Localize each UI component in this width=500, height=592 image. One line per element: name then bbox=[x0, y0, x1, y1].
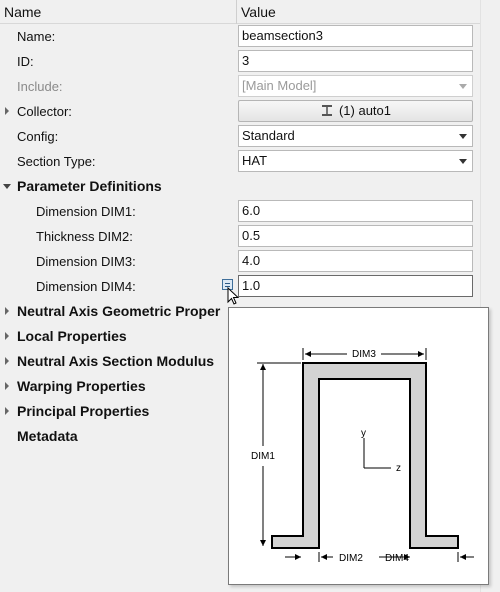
neutral-axis-section-modulus-label: Neutral Axis Section Modulus bbox=[17, 353, 215, 369]
section-type-label: Section Type: bbox=[17, 154, 96, 169]
include-select bbox=[238, 75, 473, 97]
value-column-header[interactable]: Value bbox=[241, 4, 276, 20]
name-label: Name: bbox=[17, 29, 56, 44]
row-dim2 bbox=[0, 224, 480, 249]
collapse-arrow-icon[interactable] bbox=[3, 184, 11, 189]
dim3-label: Dimension DIM3: bbox=[36, 254, 136, 269]
id-field[interactable]: 3 bbox=[238, 50, 473, 72]
chevron-down-icon bbox=[459, 84, 467, 89]
collector-label: Collector: bbox=[17, 104, 72, 119]
group-parameter-definitions[interactable] bbox=[0, 174, 480, 199]
dim4-label: Dimension DIM4: bbox=[36, 279, 136, 294]
column-divider[interactable] bbox=[236, 0, 237, 24]
row-include bbox=[0, 74, 480, 99]
collector-button[interactable] bbox=[238, 100, 473, 122]
dim3-diagram-label: DIM3 bbox=[352, 349, 376, 360]
dim4-diagram-label: DIM4 bbox=[385, 553, 409, 564]
hat-section-diagram bbox=[229, 308, 490, 586]
section-type-select[interactable] bbox=[238, 150, 473, 172]
dim1-label: Dimension DIM1: bbox=[36, 204, 136, 219]
dim1-diagram-label: DIM1 bbox=[251, 451, 275, 462]
beam-collector-icon bbox=[320, 104, 334, 120]
metadata-label: Metadata bbox=[17, 428, 78, 444]
dim3-field[interactable]: 4.0 bbox=[238, 250, 473, 272]
expand-arrow-icon[interactable] bbox=[5, 107, 9, 115]
dim2-diagram-label: DIM2 bbox=[339, 553, 363, 564]
row-config bbox=[0, 124, 480, 149]
config-label: Config: bbox=[17, 129, 59, 144]
y-axis-label: y bbox=[361, 428, 366, 439]
chevron-down-icon bbox=[459, 159, 467, 164]
expand-arrow-icon[interactable] bbox=[5, 307, 9, 315]
row-section-type bbox=[0, 149, 480, 174]
local-properties-label: Local Properties bbox=[17, 328, 127, 344]
hat-profile bbox=[272, 363, 458, 548]
row-dim1 bbox=[0, 199, 480, 224]
section-diagram-popup bbox=[228, 307, 489, 585]
include-value: [Main Model] bbox=[242, 78, 317, 93]
expand-arrow-icon[interactable] bbox=[5, 332, 9, 340]
mouse-pointer-icon bbox=[227, 287, 241, 307]
chevron-down-icon bbox=[459, 134, 467, 139]
name-column-header[interactable]: Name bbox=[4, 4, 42, 20]
expand-arrow-icon[interactable] bbox=[5, 357, 9, 365]
parameter-definitions-label: Parameter Definitions bbox=[17, 178, 162, 194]
principal-properties-label: Principal Properties bbox=[17, 403, 150, 419]
neutral-axis-geometric-label: Neutral Axis Geometric Proper bbox=[17, 303, 221, 319]
row-collector bbox=[0, 99, 480, 124]
section-type-value: HAT bbox=[242, 153, 268, 168]
id-label: ID: bbox=[17, 54, 34, 69]
expand-arrow-icon[interactable] bbox=[5, 382, 9, 390]
collector-value: (1) auto1 bbox=[338, 103, 392, 118]
expand-arrow-icon[interactable] bbox=[5, 407, 9, 415]
dim1-field[interactable]: 6.0 bbox=[238, 200, 473, 222]
config-select[interactable] bbox=[238, 125, 473, 147]
row-name bbox=[0, 24, 480, 49]
dim2-field[interactable]: 0.5 bbox=[238, 225, 473, 247]
include-label: Include: bbox=[17, 79, 63, 94]
row-id bbox=[0, 49, 480, 74]
warping-properties-label: Warping Properties bbox=[17, 378, 146, 394]
table-header bbox=[0, 0, 480, 24]
name-field[interactable]: beamsection3 bbox=[238, 25, 473, 47]
row-dim3 bbox=[0, 249, 480, 274]
z-axis-label: z bbox=[396, 463, 401, 474]
dim4-field[interactable]: 1.0 bbox=[238, 275, 473, 297]
dim2-label: Thickness DIM2: bbox=[36, 229, 133, 244]
config-value: Standard bbox=[242, 128, 295, 143]
